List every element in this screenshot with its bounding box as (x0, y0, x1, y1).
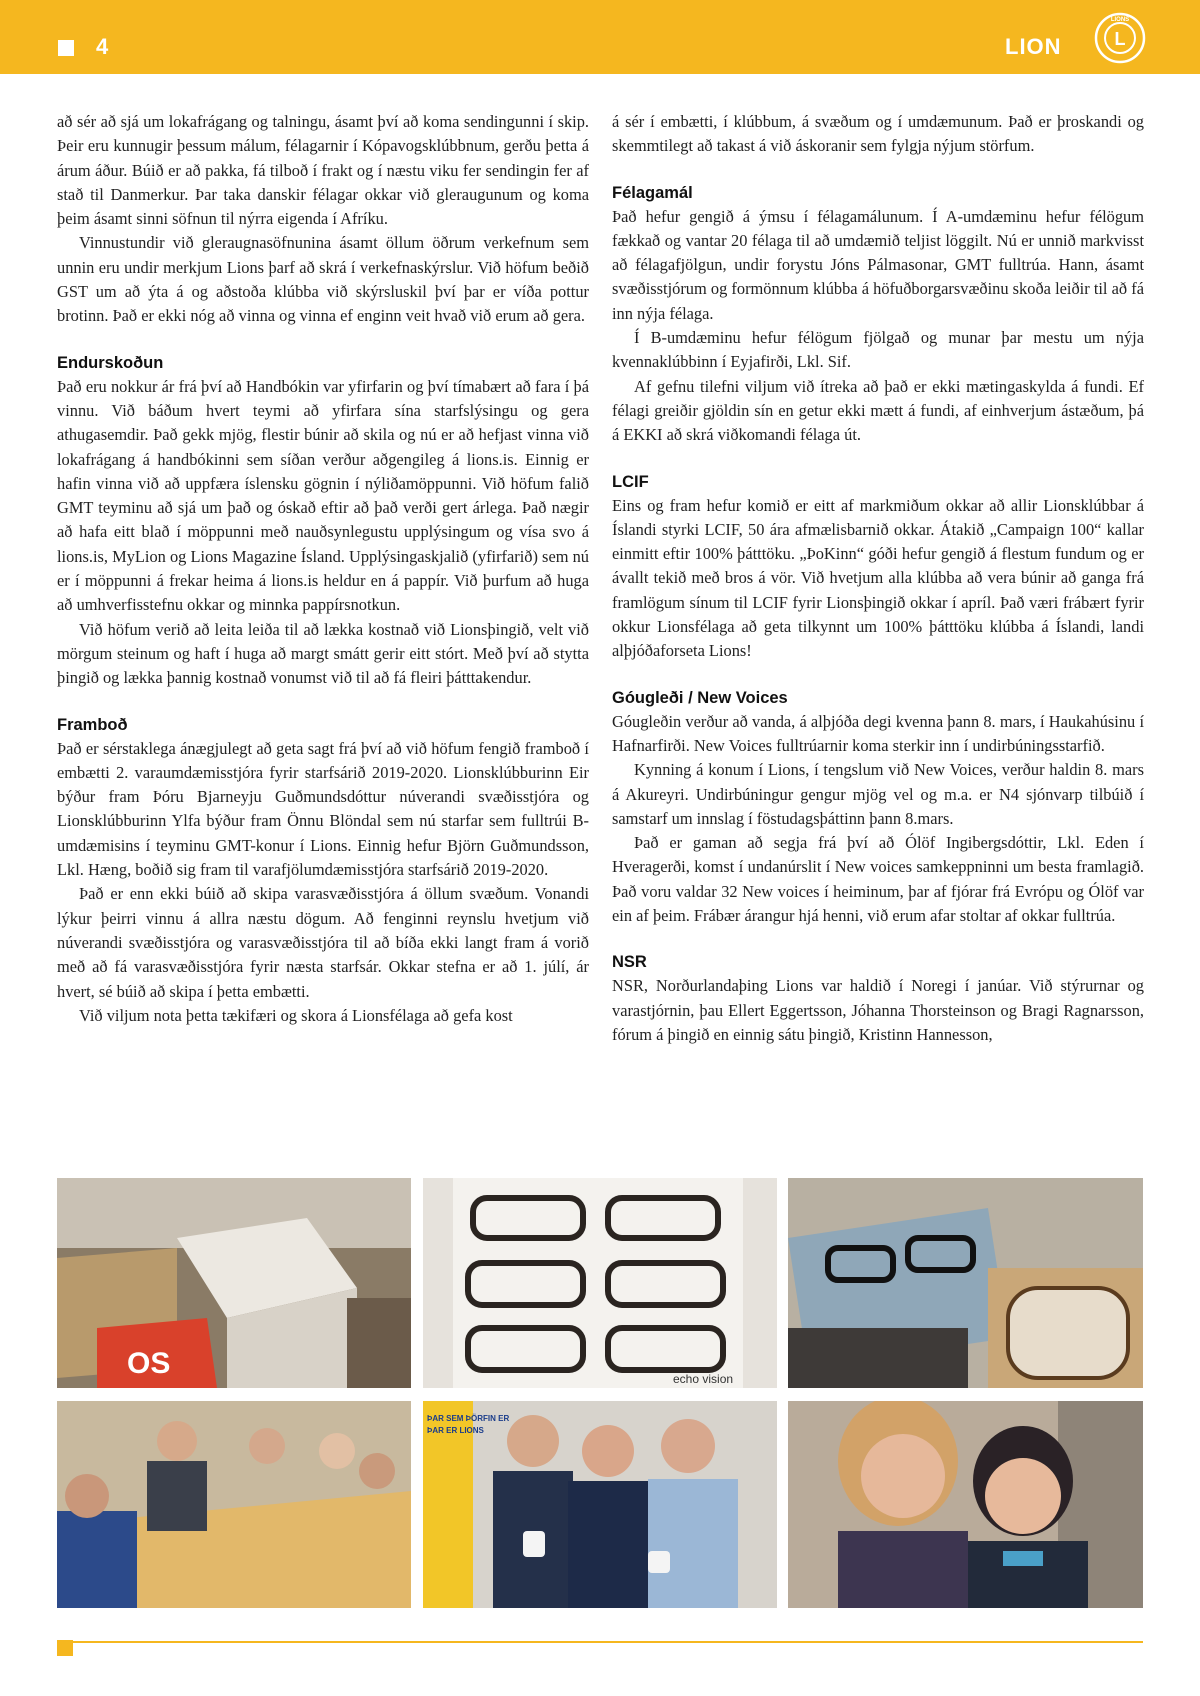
footer-rule (57, 1641, 1143, 1643)
paragraph: Það er sérstaklega ánægjulegt að geta sagt frá því að við höfum fengið framboð í embætti 2. varaumdæmisstjóra fyrir starfsárið 2019-2020. Lionsklúbburinn Eir býður fram Þóru Bjarneyju Guðmundsdóttur núverandi svæðisstjóra og Lionsklúbburinn Ylfa býður fram Önnu Blöndal sem nú starfar sem fulltrúi B-umdæmisins í teyminu GMT-konur í Lions. Einnig hefur Björn Guðmundsson, Lkl. Hæng, boðið sig fram til varafjölumdæmisstjóra starfsárið 2019-2020. (57, 738, 589, 880)
paragraph: Það eru nokkur ár frá því að Handbókin var yfirfarin og því tímabært að fara í þá vinnu. Við báðum hvert teymi að yfirfara sína starfslýsingu og gera athugasemdir. Það gekk mjög, flestir búnir að skila og nú er að hefjast vinna við lokafrágang á handbókinni sem síðan verður aðgengileg á lions.is. Einnig er hafin vinna við að uppfæra íslensku gögnin í nýliðamöppunni. Við höfum falið GMT teyminu að sjá um það og óskað eftir að það verði gert árlega. Það nægir að hafa eitt blað í möppunni með nauðsynlegustu upplýsingum og vísa svo á lions.is, MyLion og Lions Magazine Ísland. Upplýsingaskjalið (yfirfarið) sem nú er í möppunni á frekar heima á lions.is heldur en á pappír. Við þurfum að huga að umhverfisstefnu okkar og minnka pappírsnotkun. (57, 376, 589, 615)
banner-text: ÞAR ER LIONS (427, 1426, 484, 1435)
section-heading-nsr: NSR (612, 953, 647, 972)
footer-square-marker (57, 1640, 73, 1656)
right-column (612, 110, 1144, 1047)
glasses-brand-label: echo vision (673, 1372, 734, 1386)
paragraph: Kynning á konum í Lions, í tengslum við New Voices, verður haldin 8. mars á Akureyri. Undirbúningur gengur mjög vel og m.a. er N4 sjónvarp tilbúið í samstarf um innslag í föstudagsþáttinn þann 8.mars. (612, 760, 1144, 828)
svg-text:LIONS: LIONS (1110, 17, 1130, 23)
lions-logo-icon (1094, 12, 1146, 64)
section-heading-gougledi: Góugleði / New Voices (612, 688, 788, 707)
svg-text:L: L (1114, 29, 1126, 49)
paragraph: Það hefur gengið á ýmsu í félagamálunum. Í A-umdæminu hefur félögum fækkað og vantar 20 félaga til að umdæmið teljist löggilt. Nú er unnið markvisst að félagafjölgun, undir forystu Jóns Pálmasonar, GMT fulltrúa. Hann, ásamt svæðisstjórum og formönnum klúbba á höfuðborgarsvæðinu skoða leiðir til að fá inn nýja félaga. (612, 206, 1144, 323)
magazine-brand: LION (1005, 34, 1062, 59)
photo-three-men (423, 1401, 777, 1608)
page-number: 4 (96, 34, 109, 59)
section-heading-lcif: LCIF (612, 472, 649, 491)
photo-meeting (57, 1401, 411, 1608)
paragraph: Það er gaman að segja frá því að Ólöf Ingibergsdóttir, Lkl. Eden í Hveragerði, komst í undanúrslit í New voices samkeppninni um besta framlagið. Það voru valdar 32 New voices í heiminum, þar af fjórar frá Evrópu og Ólöf var ein af þeim. Frábær árangur hjá henni, við erum afar stoltar af okkar fulltrúa. (612, 833, 1144, 926)
box-label: OS (127, 1347, 171, 1380)
paragraph: Af gefnu tilefni viljum við ítreka að það er ekki mætingaskylda á fundi. Ef félagi greiðir gjöldin sín en getur ekki mætt á fundi, af einhverjum ástæðum, þá á EKKI að skrá viðkomandi félaga út. (612, 376, 1144, 445)
paragraph: að sér að sjá um lokafrágang og talningu, ásamt því að koma sendingunni í skip. Þeir eru kunnugir þessum málum, félagarnir í Kópavogsklúbbnum, gerðu þetta á árum áður. Búið er að pakka, fá tilboð í frakt og í næstu viku fer sendingin fer af stað til Danmerkur. Þar taka danskir félagar okkar við gleraugunum og koma þeim ásamt sinni söfnun til nýrra eigenda í Afríku. (57, 112, 589, 229)
paragraph: á sér í embætti, í klúbbum, á svæðum og í umdæmunum. Það er þroskandi og skemmtilegt að takast á við áskoranir sem fylgja nýjum störfum. (612, 112, 1144, 156)
left-column (57, 110, 589, 1028)
paragraph: Það er enn ekki búið að skipa varasvæðisstjóra á öllum svæðum. Vonandi lýkur þeirri vinnu á allra næstu dögum. Að fenginni reynslu hvetjum við núverandi svæðisstjóra og varasvæðisstjóra til að bíða ekki langt fram á vorið með að fá varasvæðisstjóra fyrir næsta starfsár. Okkar stefna er að 1. júlí, ár hvert, sé búið að skipa í þetta embætti. (57, 884, 589, 1001)
header-square-marker (58, 40, 74, 56)
paragraph: NSR, Norðurlandaþing Lions var haldið í Noregi í janúar. Við stýrurnar og varastjórnin, þau Ellert Eggertsson, Jóhanna Thorsteinson og Bragi Ragnarsson, fórum á þingið en einnig sátu þingið, Kristinn Hannesson, (612, 976, 1144, 1044)
paragraph: Við höfum verið að leita leiða til að lækka kostnað við Lionsþingið, velt við mörgum steinum og haft í huga að margt smátt gerir eitt stórt. Með því að stytta þingið og lækka þannig kostnað vonumst við til að fá fleiri þátttakendur. (57, 619, 589, 688)
banner-text: ÞAR SEM ÞÖRFIN ER (427, 1414, 510, 1423)
photo-eyeglasses (423, 1178, 777, 1388)
section-heading-endurskodun: Endurskoðun (57, 353, 164, 372)
section-heading-frambod: Framboð (57, 715, 128, 734)
photo-two-women (788, 1401, 1143, 1608)
section-heading-felagamal: Félagamál (612, 183, 693, 202)
page-header (0, 0, 1200, 74)
paragraph: Eins og fram hefur komið er eitt af markmiðum okkar að allir Lionsklúbbar á Íslandi styrki LCIF, 50 ára afmælisbarnið okkar. Átakið „Campaign 100“ kallar einmitt eftir 100% þátttöku. „ÞoKinn“ góði hefur gengið á flestum fundum og er ávallt tekið með bros á vör. Við hvetjum alla klúbba að vera búnir að ganga frá framlögum sínum til LCIF fyrir Lionsþingið okkar í apríl. Það væri frábært fyrir okkur Lionsfélaga að geta tilkynnt um 100% þátttöku klúbba á Íslandi, landi alþjóðaforseta Lions! (612, 495, 1144, 661)
paragraph: Góugleðin verður að vanda, á alþjóða degi kvenna þann 8. mars, í Haukahúsinu í Hafnarfirði. New Voices fulltrúarnir koma sterkir inn í undirbúningsstarfið. (612, 711, 1144, 755)
paragraph: Í B-umdæminu hefur félögum fjölgað og munar þar mestu um nýja kvennaklúbbinn í Eyjafirði, Lkl. Sif. (612, 328, 1144, 372)
paragraph: Við viljum nota þetta tækifæri og skora á Lionsfélaga að gefa kost (79, 1005, 513, 1025)
paragraph: Vinnustundir við gleraugnasöfnunina ásamt öllum öðrum verkefnum sem unnin eru undir merkjum Lions þarf að skrá í verkefnaskýrslur. Við höfum beðið GST um að ýta á og aðstoða klúbba við skýrsluskil því þar er víða pottur brotinn. Það er ekki nóg að vinna og vinna ef enginn veit hvað við erum að gera. (57, 233, 589, 326)
photo-glasses-cases (788, 1178, 1143, 1388)
photo-boxes (57, 1178, 411, 1388)
